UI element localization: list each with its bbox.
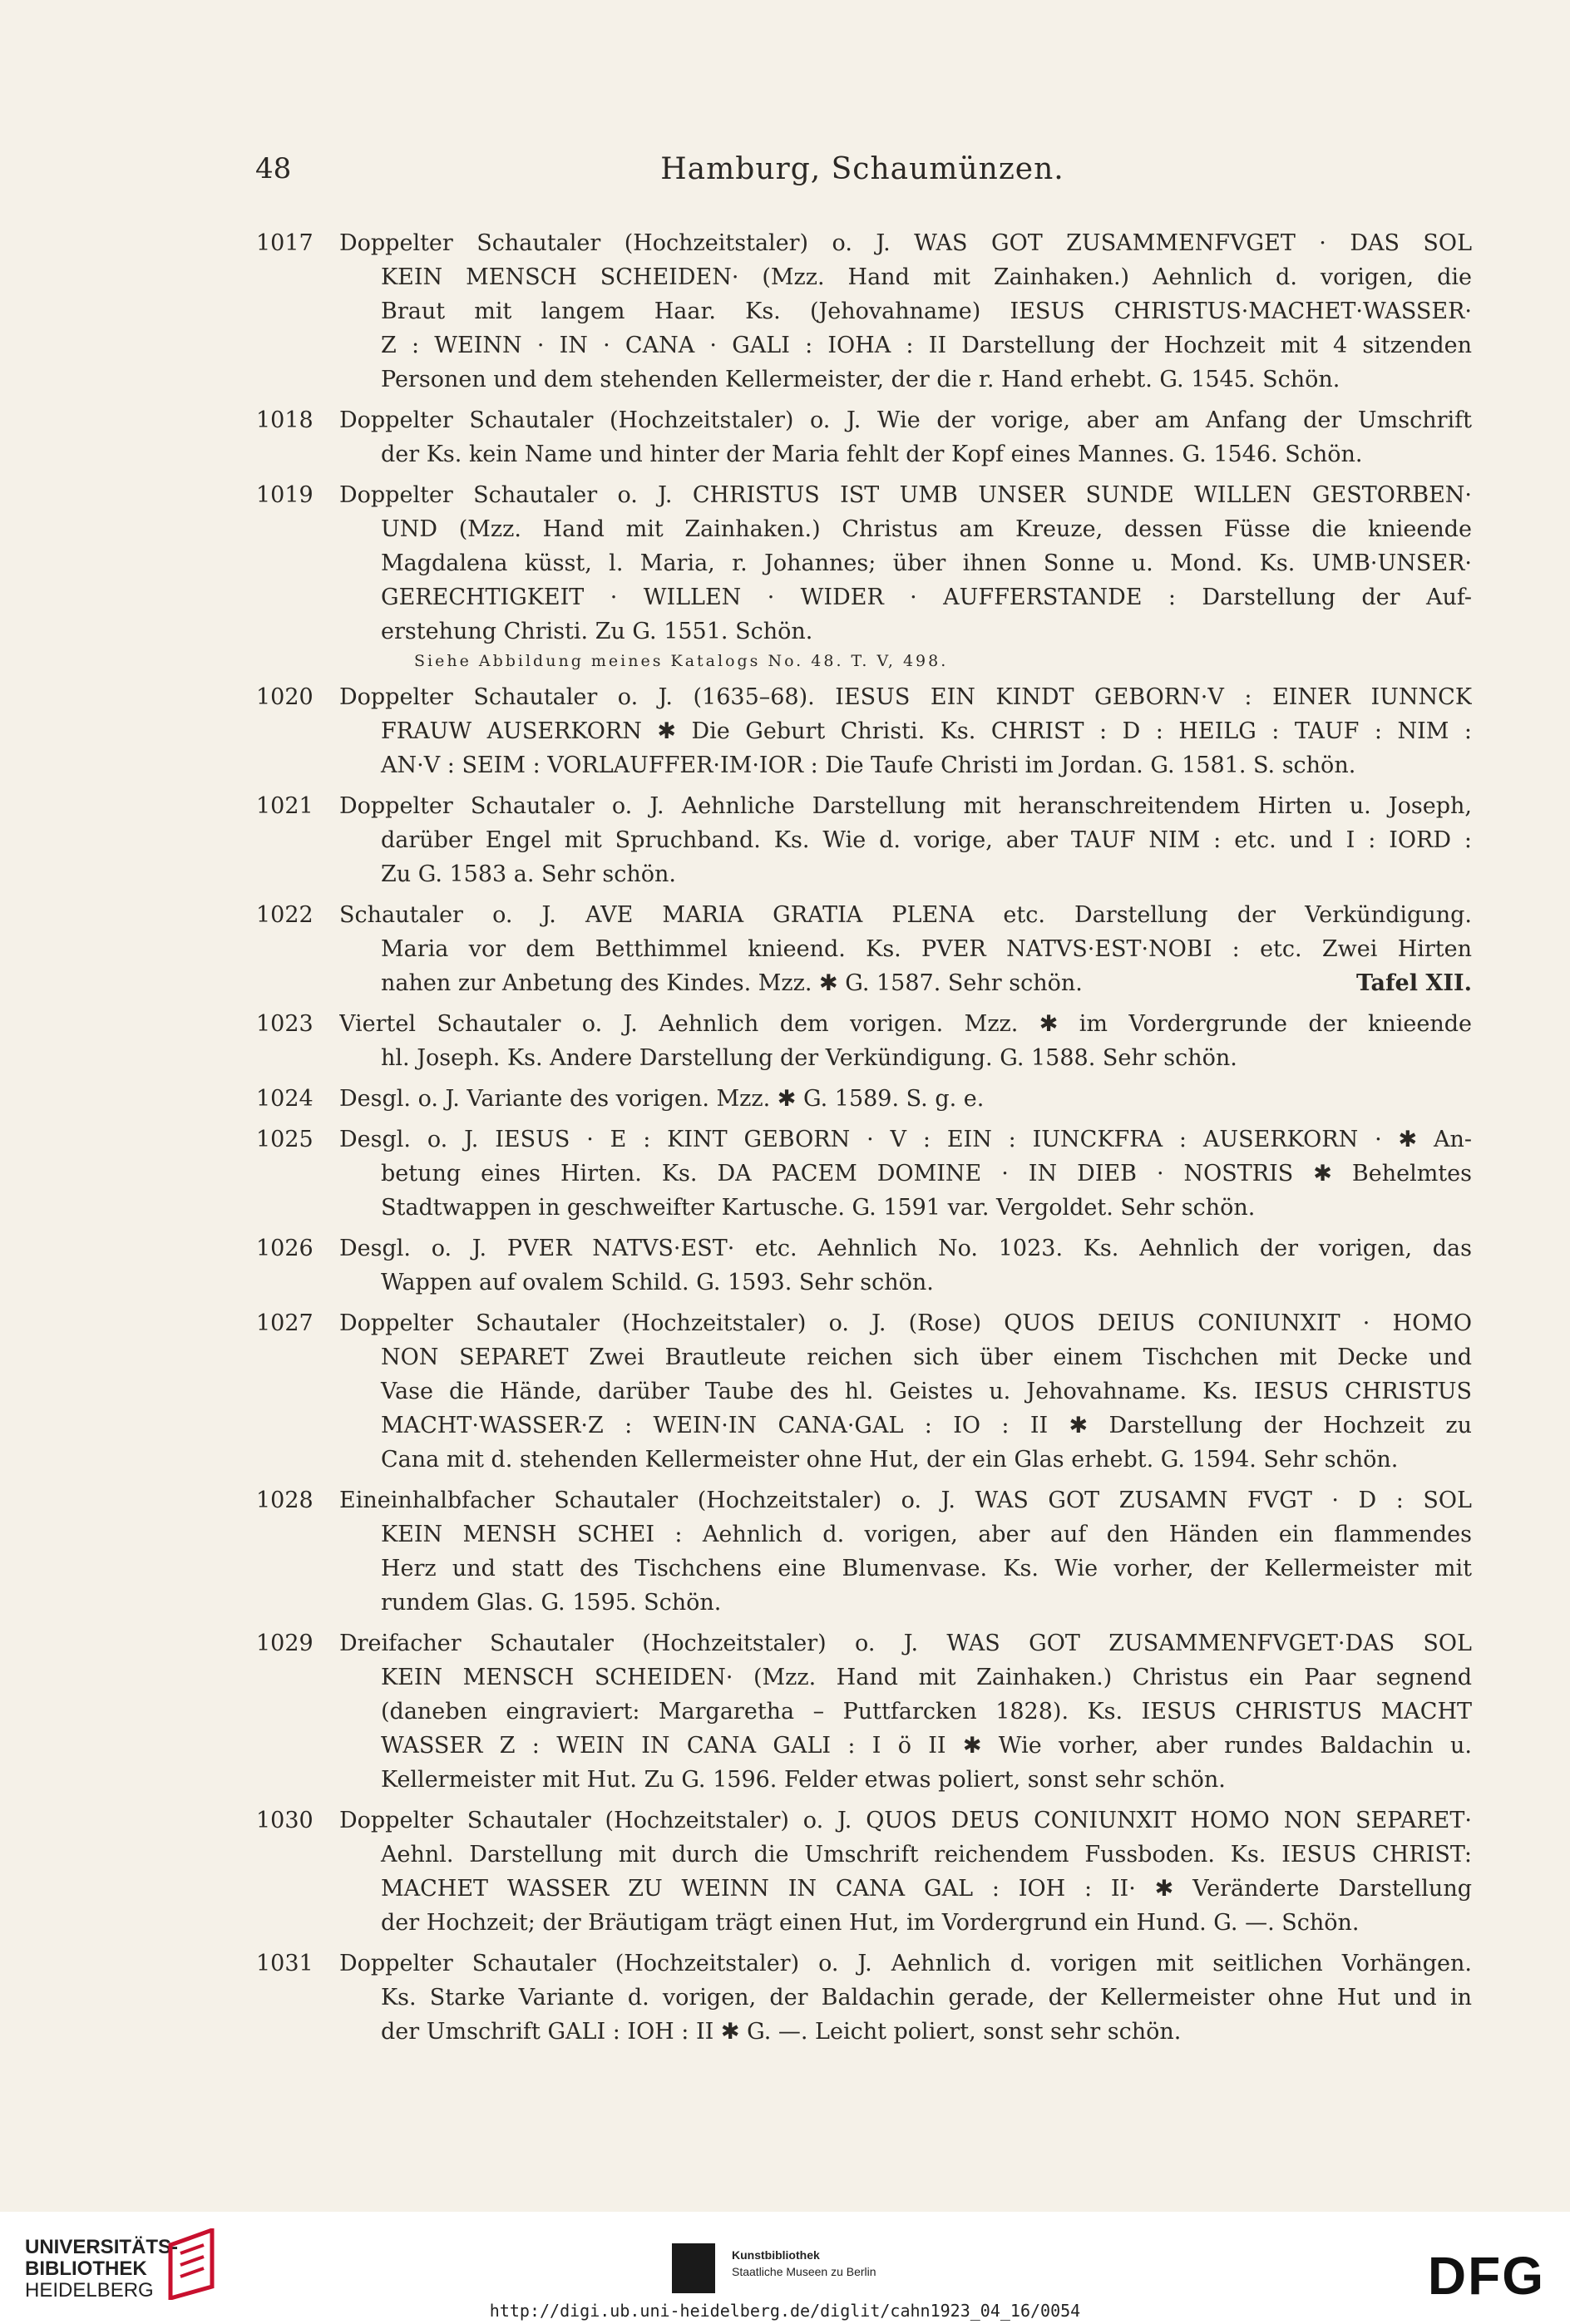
entry-line: [339, 966, 1472, 1000]
entry-text: [339, 1082, 1472, 1116]
entry-line: KEIN MENSH SCHEI : Aehnlich d. vorigen, aber auf den Händen ein flammendes: [381, 1522, 1472, 1547]
entry-line: Eineinhalbfacher Schautaler (Hochzeitstaler) o. J. WAS GOT ZUSAMN FVGT · D : SOL: [339, 1488, 1472, 1513]
entry-text: [339, 1483, 1472, 1620]
entry-line: Z : WEINN · IN · CANA · GALI : IOHA : II Darstellung der Hochzeit mit 4 sitzenden: [381, 333, 1472, 358]
entry-line: KEIN MENSCH SCHEIDEN· (Mzz. Hand mit Zainhaken.) Christus ein Paar segnend: [381, 1665, 1472, 1690]
entry-text: [339, 1123, 1472, 1225]
entry-text: [339, 789, 1472, 891]
catalog-entry: [256, 403, 1472, 471]
entry-number: 1023: [256, 1011, 314, 1037]
entry-text: [339, 1626, 1472, 1797]
ub-logo-line: BIBLIOTHEK: [25, 2257, 147, 2280]
entry-line: betung eines Hirten. Ks. DA PACEM DOMINE · IN DIEB · NOSTRIS ✱ Behelmtes: [381, 1161, 1472, 1187]
entry-text: [339, 478, 1472, 674]
entry-line: AN·V : SEIM : VORLAUFFER·IM·IOR : Die Taufe Christi im Jordan. G. 1581. S. schön.: [381, 752, 1356, 778]
entry-number: 1017: [256, 230, 314, 256]
entry-line: darüber Engel mit Spruchband. Ks. Wie d. vorige, aber TAUF NIM : etc. und I : IORD :: [381, 827, 1472, 853]
entry-text: [339, 1231, 1472, 1300]
kunstbibliothek-logo[interactable]: [732, 2247, 876, 2280]
entry-line: Doppelter Schautaler (Hochzeitstaler) o. J. (Rose) QUOS DEIUS CONIUNXIT · HOMO: [339, 1310, 1472, 1336]
entry-line: Doppelter Schautaler (Hochzeitstaler) o. J. WAS GOT ZUSAMMENFVGET · DAS SOL: [339, 230, 1472, 256]
entry-line: Aehnl. Darstellung mit durch die Umschrift reichendem Fussboden. Ks. IESUS CHRIST:: [381, 1842, 1472, 1868]
running-head: [255, 152, 1469, 194]
entry-line: Cana mit d. stehenden Kellermeister ohne Hut, der ein Glas erhebt. G. 1594. Sehr schön.: [381, 1447, 1399, 1473]
entry-line: Herz und statt des Tischchens eine Blumenvase. Ks. Wie vorher, der Kellermeister mit: [381, 1556, 1472, 1581]
entry-text: [339, 1947, 1472, 2049]
entry-number: 1024: [256, 1086, 314, 1112]
catalog-entry: [256, 1007, 1472, 1075]
ub-book-icon: [162, 2228, 220, 2300]
entry-line-text: nahen zur Anbetung des Kindes. Mzz. ✱ G. 1587. Sehr schön.: [381, 970, 1083, 996]
entry-number: 1022: [256, 902, 314, 928]
catalog-entry: [256, 478, 1472, 674]
kb-subtitle: Staatliche Museen zu Berlin: [732, 2265, 876, 2278]
entry-text: [339, 1007, 1472, 1075]
entry-line: erstehung Christi. Zu G. 1551. Schön.: [381, 619, 813, 644]
entry-text: [339, 1803, 1472, 1940]
entry-line: NON SEPARET Zwei Brautleute reichen sich über einem Tischchen mit Decke und: [381, 1345, 1472, 1370]
catalog-entry: [256, 1123, 1472, 1225]
entry-line: Doppelter Schautaler o. J. (1635–68). IESUS EIN KINDT GEBORN·V : EINER IUNNCK: [339, 684, 1472, 710]
kunstbibliothek-icon: [672, 2243, 715, 2293]
entry-line: Desgl. o. J. IESUS · E : KINT GEBORN · V : EIN : IUNCKFRA : AUSERKORN · ✱ An-: [339, 1127, 1472, 1152]
entry-line: Wappen auf ovalem Schild. G. 1593. Sehr schön.: [381, 1270, 934, 1295]
entry-line: Schautaler o. J. AVE MARIA GRATIA PLENA etc. Darstellung der Verkündigung.: [339, 902, 1472, 928]
entry-line: Doppelter Schautaler o. J. Aehnliche Darstellung mit heranschreitendem Hirten u. Joseph,: [339, 793, 1472, 819]
entry-line: GERECHTIGKEIT · WILLEN · WIDER · AUFFERSTANDE : Darstellung der Auf-: [381, 585, 1472, 610]
entry-line: MACHET WASSER ZU WEINN IN CANA GAL : IOH : II· ✱ Veränderte Darstellung: [381, 1876, 1472, 1902]
entry-number: 1025: [256, 1127, 314, 1152]
entry-line: FRAUW AUSERKORN ✱ Die Geburt Christi. Ks. CHRIST : D : HEILG : TAUF : NIM :: [381, 718, 1472, 744]
entry-number: 1018: [256, 407, 314, 433]
entry-line: KEIN MENSCH SCHEIDEN· (Mzz. Hand mit Zainhaken.) Aehnlich d. vorigen, die: [381, 264, 1472, 290]
entry-line: Doppelter Schautaler (Hochzeitstaler) o. J. QUOS DEUS CONIUNXIT HOMO NON SEPARET·: [339, 1808, 1472, 1833]
page-number: 48: [255, 152, 292, 185]
entry-number: 1027: [256, 1310, 314, 1336]
ub-logo-line: HEIDELBERG: [25, 2279, 154, 2302]
entry-line: Maria vor dem Betthimmel knieend. Ks. PVER NATVS·EST·NOBI : etc. Zwei Hirten: [381, 936, 1472, 962]
entry-line: Braut mit langem Haar. Ks. (Jehovahname) IESUS CHRISTUS·MACHET·WASSER·: [381, 299, 1472, 324]
plate-reference: Tafel XII.: [1355, 970, 1472, 996]
catalog-entry: [256, 680, 1472, 782]
permalink-url[interactable]: http://digi.ub.uni-heidelberg.de/diglit/cahn1923_04_16/0054: [489, 2301, 1081, 2321]
dfg-logo[interactable]: DFG: [1427, 2246, 1545, 2306]
entry-line: Desgl. o. J. Variante des vorigen. Mzz. ✱ G. 1589. S. g. e.: [339, 1086, 985, 1112]
entry-number: 1028: [256, 1488, 314, 1513]
entry-line: Dreifacher Schautaler (Hochzeitstaler) o. J. WAS GOT ZUSAMMENFVGET·DAS SOL: [339, 1631, 1472, 1656]
footer-bar: [0, 2212, 1570, 2324]
entry-line: der Umschrift GALI : IOH : II ✱ G. —. Leicht poliert, sonst sehr schön.: [381, 2019, 1182, 2045]
entry-line: Personen und dem stehenden Kellermeister, der die r. Hand erhebt. G. 1545. Schön.: [381, 367, 1340, 392]
kb-name: Kunstbibliothek: [732, 2248, 820, 2262]
ub-logo-line: UNIVERSITÄTS-: [25, 2236, 179, 2258]
entry-line: der Ks. kein Name und hinter der Maria fehlt der Kopf eines Mannes. G. 1546. Schön.: [381, 442, 1363, 467]
catalog-entry: [256, 789, 1472, 891]
entry-text: [339, 403, 1472, 471]
catalog-entry: [256, 898, 1472, 1000]
catalog-entry: [256, 1803, 1472, 1940]
entry-line: Desgl. o. J. PVER NATVS·EST· etc. Aehnlich No. 1023. Ks. Aehnlich der vorigen, das: [339, 1236, 1472, 1261]
entry-line: rundem Glas. G. 1595. Schön.: [381, 1590, 722, 1616]
entry-line: Viertel Schautaler o. J. Aehnlich dem vorigen. Mzz. ✱ im Vordergrunde der knieende: [339, 1011, 1472, 1037]
catalog-entry: [256, 1626, 1472, 1797]
entry-text: [339, 1306, 1472, 1477]
entry-line: Stadtwappen in geschweifter Kartusche. G. 1591 var. Vergoldet. Sehr schön.: [381, 1195, 1256, 1221]
entry-text: [339, 680, 1472, 782]
catalog-entry: [256, 1231, 1472, 1300]
entry-text: [339, 226, 1472, 397]
entry-line: Zu G. 1583 a. Sehr schön.: [381, 861, 677, 887]
catalog-entries: [256, 226, 1472, 2055]
entry-line: UND (Mzz. Hand mit Zainhaken.) Christus am Kreuze, dessen Füsse die knieende: [381, 516, 1472, 542]
entry-text: [339, 898, 1472, 1000]
entry-line: WASSER Z : WEIN IN CANA GALI : I ö II ✱ Wie vorher, aber rundes Baldachin u.: [381, 1733, 1472, 1759]
entry-line: Doppelter Schautaler (Hochzeitstaler) o. J. Wie der vorige, aber am Anfang der Umschrift: [339, 407, 1472, 433]
entry-line: hl. Joseph. Ks. Andere Darstellung der Verkündigung. G. 1588. Sehr schön.: [381, 1045, 1237, 1071]
entry-number: 1020: [256, 684, 314, 710]
catalog-entry: [256, 1947, 1472, 2049]
entry-line: der Hochzeit; der Bräutigam trägt einen Hut, im Vordergrund ein Hund. G. —. Schön.: [381, 1910, 1360, 1936]
entry-line: (daneben eingraviert: Margaretha – Puttfarcken 1828). Ks. IESUS CHRISTUS MACHT: [381, 1699, 1472, 1724]
entry-line: Kellermeister mit Hut. Zu G. 1596. Felder etwas poliert, sonst sehr schön.: [381, 1767, 1226, 1793]
entry-line: Ks. Starke Variante d. vorigen, der Baldachin gerade, der Kellermeister ohne Hut und in: [381, 1985, 1472, 2011]
entry-line: Doppelter Schautaler (Hochzeitstaler) o. J. Aehnlich d. vorigen mit seitlichen Vorhängen.: [339, 1951, 1472, 1976]
catalog-entry: [256, 1483, 1472, 1620]
entry-number: 1026: [256, 1236, 314, 1261]
entry-line: Doppelter Schautaler o. J. CHRISTUS IST UMB UNSER SUNDE WILLEN GESTORBEN·: [339, 482, 1472, 508]
entry-number: 1021: [256, 793, 314, 819]
catalog-entry: [256, 226, 1472, 397]
entry-line: Magdalena küsst, l. Maria, r. Johannes; über ihnen Sonne u. Mond. Ks. UMB·UNSER·: [381, 550, 1472, 576]
entry-reference-note: Siehe Abbildung meines Katalogs No. 48. T. V, 498.: [414, 652, 949, 670]
ub-heidelberg-logo[interactable]: [25, 2237, 178, 2302]
entry-line: MACHT·WASSER·Z : WEIN·IN CANA·GAL : IO : II ✱ Darstellung der Hochzeit zu: [381, 1413, 1472, 1438]
page-title: Hamburg, Schaumünzen.: [660, 152, 1064, 186]
entry-number: 1031: [256, 1951, 314, 1976]
catalog-entry: [256, 1082, 1472, 1116]
entry-number: 1019: [256, 482, 314, 508]
entry-number: 1029: [256, 1631, 314, 1656]
entry-line: Vase die Hände, darüber Taube des hl. Geistes u. Jehovahname. Ks. IESUS CHRISTUS: [381, 1379, 1472, 1404]
entry-number: 1030: [256, 1808, 314, 1833]
catalog-entry: [256, 1306, 1472, 1477]
